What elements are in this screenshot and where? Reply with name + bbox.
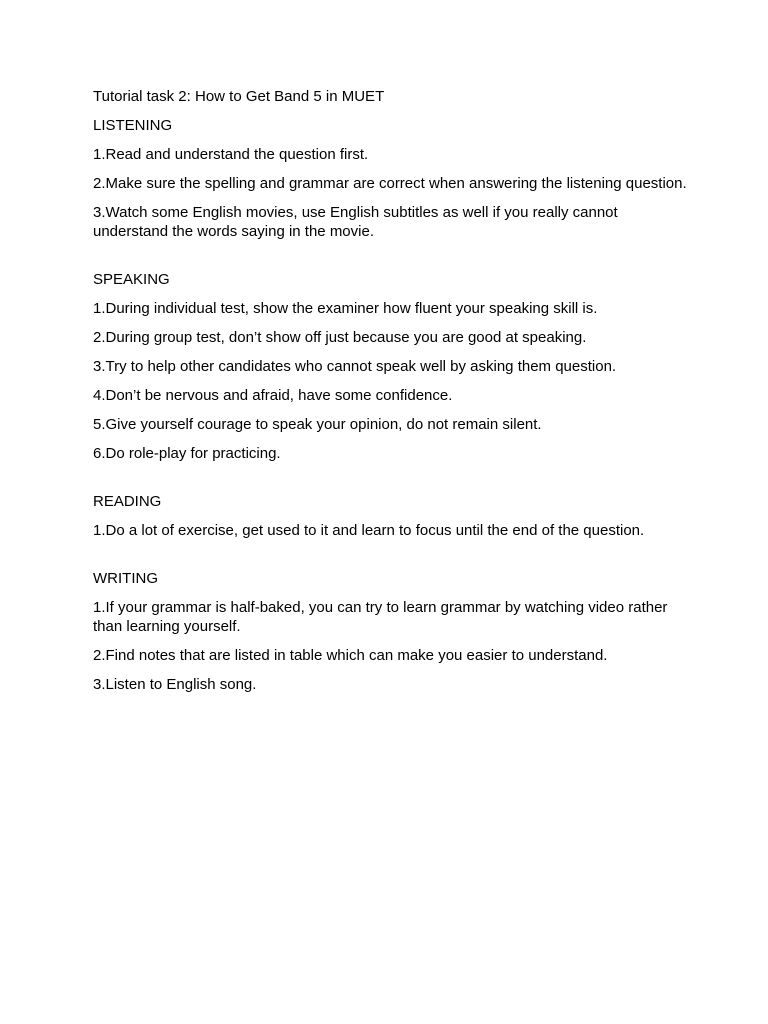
list-item: 3.Listen to English song. <box>93 676 257 693</box>
section-listening <box>93 116 693 241</box>
section-speaking <box>93 270 693 463</box>
list-item: 2.Make sure the spelling and grammar are correct when answering the listening question. <box>93 175 687 192</box>
section-spacer <box>93 550 693 569</box>
list-item: 6.Do role-play for practicing. <box>93 445 281 462</box>
section-heading-listening: LISTENING <box>93 117 173 134</box>
list-item: 4.Don’t be nervous and afraid, have some confidence. <box>93 387 453 404</box>
list-item: 2.Find notes that are listed in table which can make you easier to understand. <box>93 647 608 664</box>
section-spacer <box>93 473 693 492</box>
list-item: 1.Read and understand the question first. <box>93 146 369 163</box>
list-item: 1.During individual test, show the examiner how fluent your speaking skill is. <box>93 300 598 317</box>
list-item: 3.Watch some English movies, use English subtitles as well if you really cannot understand the words saying in the movie. <box>93 204 618 240</box>
section-writing <box>93 569 693 694</box>
section-heading-reading: READING <box>93 493 162 510</box>
list-item: 1.Do a lot of exercise, get used to it and learn to focus until the end of the question. <box>93 522 645 539</box>
section-heading-speaking: SPEAKING <box>93 271 170 288</box>
list-item: 2.During group test, don’t show off just because you are good at speaking. <box>93 329 587 346</box>
document-title: Tutorial task 2: How to Get Band 5 in MUET <box>93 88 385 105</box>
section-spacer <box>93 251 693 270</box>
list-item: 3.Try to help other candidates who cannot speak well by asking them question. <box>93 358 617 375</box>
list-item: 5.Give yourself courage to speak your opinion, do not remain silent. <box>93 416 542 433</box>
document-page <box>93 87 693 704</box>
list-item: 1.If your grammar is half-baked, you can try to learn grammar by watching video rather than learning yourself. <box>93 599 668 635</box>
section-heading-writing: WRITING <box>93 570 158 587</box>
section-reading <box>93 492 693 540</box>
